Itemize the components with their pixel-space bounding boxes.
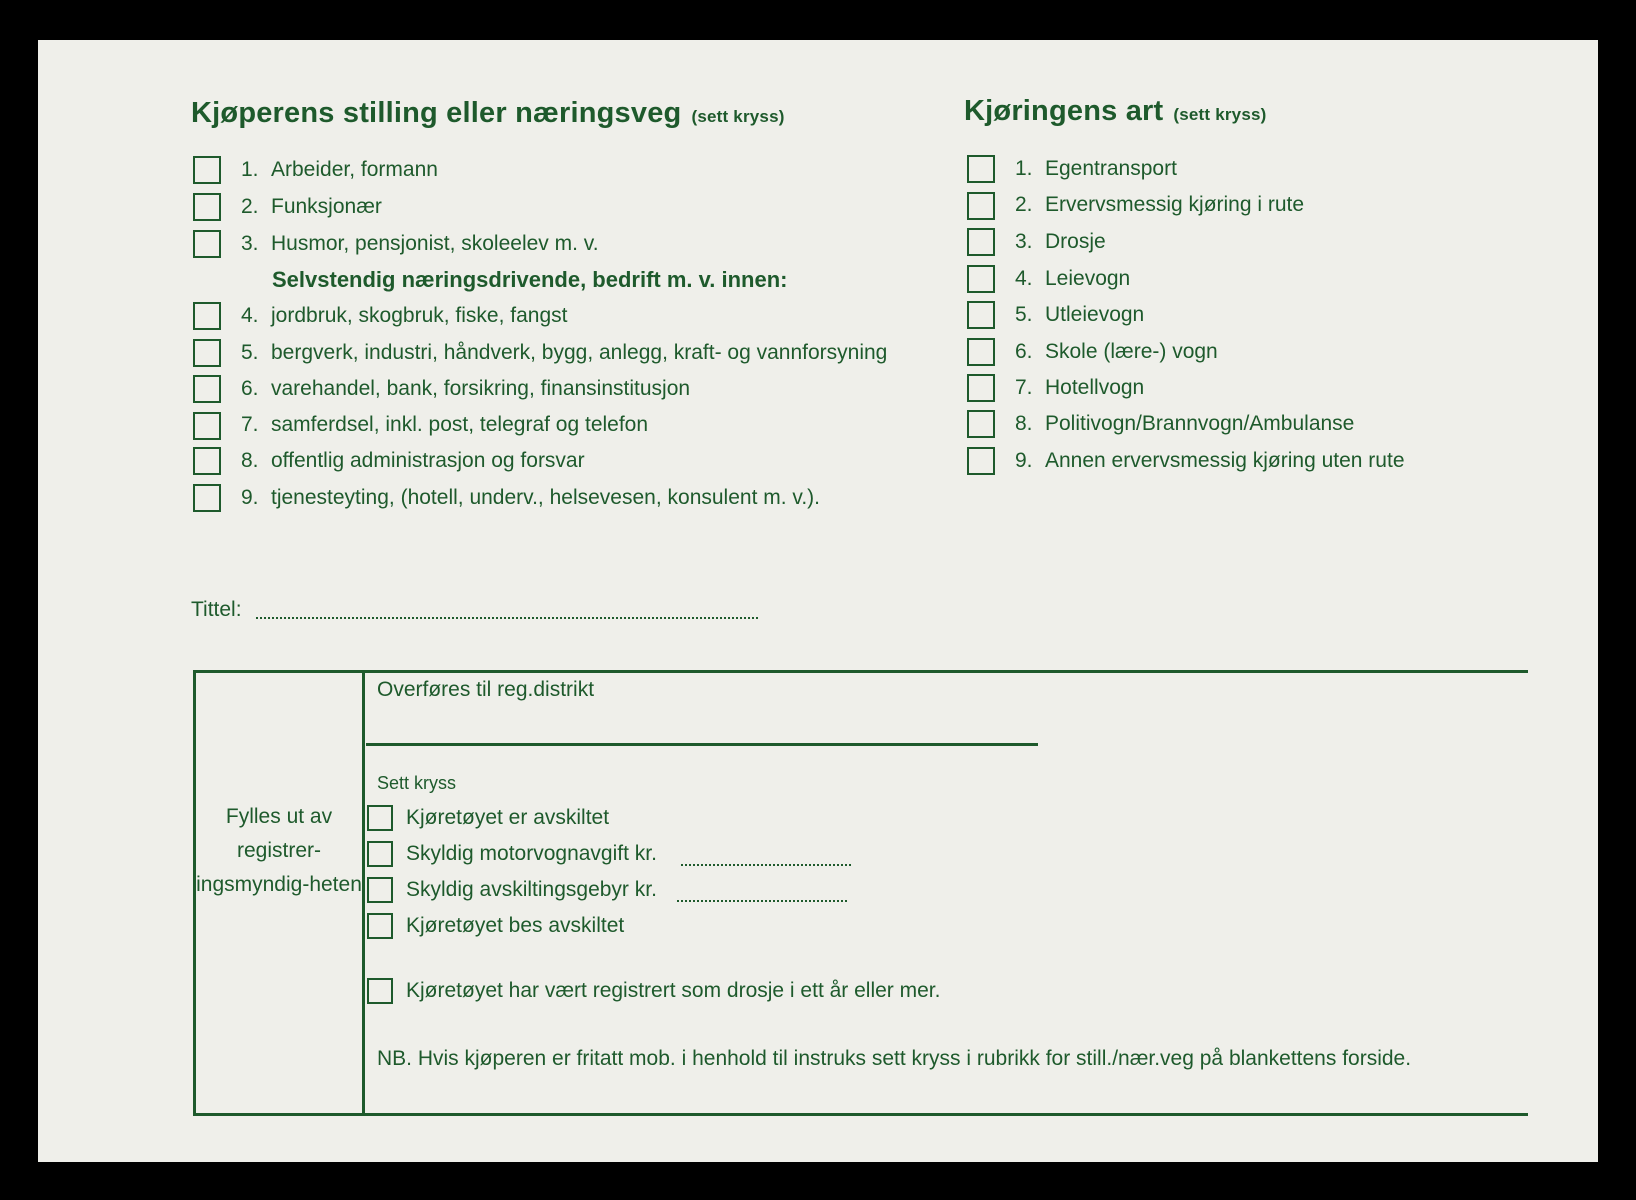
stilling-label: samferdsel, inkl. post, telegraf og telefon — [271, 413, 649, 436]
checkbox-avskiltingsgebyr[interactable] — [367, 877, 393, 903]
checkbox-kjoring-7[interactable] — [967, 374, 995, 402]
selvstendig-subheading: Selvstendig næringsdrivende, bedrift m. v. innen: — [272, 267, 788, 292]
kjoring-item-7 — [1015, 376, 1144, 400]
right-title-text: Kjøringens art — [964, 95, 1164, 127]
kjoring-num: 7. — [1015, 376, 1033, 399]
kjoring-label: Drosje — [1045, 230, 1106, 253]
checkbox-kjoring-5[interactable] — [967, 301, 995, 329]
stilling-num: 4. — [241, 304, 259, 327]
box-divider-rule — [362, 670, 365, 1114]
left-title-note: (sett kryss) — [691, 107, 785, 126]
left-title-text: Kjøperens stilling eller næringsveg — [191, 97, 682, 129]
check-label-avskiltet: Kjøretøyet er avskiltet — [406, 806, 610, 829]
stilling-label: Funksjonær — [271, 195, 382, 218]
stilling-item-5 — [241, 341, 887, 365]
stilling-label: Husmor, pensjonist, skoleelev m. v. — [271, 232, 599, 255]
stilling-label: tjenesteyting, (hotell, underv., helsevesen, konsulent m. v.). — [271, 486, 821, 509]
tittel-label: Tittel: — [191, 598, 242, 621]
motorvognavgift-amount-field[interactable] — [681, 864, 851, 866]
stilling-item-1 — [241, 158, 438, 182]
checkbox-avskiltet[interactable] — [367, 805, 393, 831]
stilling-label: jordbruk, skogbruk, fiske, fangst — [271, 304, 568, 327]
checkbox-kjoring-9[interactable] — [967, 447, 995, 475]
kjoring-label: Utleievogn — [1045, 303, 1145, 326]
checkbox-stilling-6[interactable] — [193, 375, 221, 403]
kjoring-item-6 — [1015, 340, 1218, 364]
kjoring-label: Ervervsmessig kjøring i rute — [1045, 193, 1305, 216]
kjoring-label: Annen ervervsmessig kjøring uten rute — [1045, 449, 1405, 472]
kjoring-item-5 — [1015, 303, 1144, 327]
checkbox-bes-avskiltet[interactable] — [367, 913, 393, 939]
transfer-label: Overføres til reg.distrikt — [377, 678, 595, 701]
kjoring-item-1 — [1015, 157, 1177, 181]
checkbox-kjoring-1[interactable] — [967, 155, 995, 183]
box-bottom-rule — [193, 1113, 1528, 1116]
kjoring-num: 3. — [1015, 230, 1033, 253]
stilling-num: 9. — [241, 486, 259, 509]
kjoring-num: 1. — [1015, 157, 1033, 180]
left-section-title — [191, 97, 785, 130]
checkbox-stilling-9[interactable] — [193, 484, 221, 512]
kjoring-item-8 — [1015, 412, 1354, 436]
stilling-item-6 — [241, 377, 690, 401]
checkbox-kjoring-3[interactable] — [967, 228, 995, 256]
kjoring-item-4 — [1015, 267, 1130, 291]
stilling-label: Arbeider, formann — [271, 158, 438, 181]
sett-kryss-label: Sett kryss — [377, 773, 457, 793]
stilling-num: 7. — [241, 413, 259, 436]
stilling-item-7 — [241, 413, 648, 437]
stilling-label: varehandel, bank, forsikring, finansinstitusjon — [271, 377, 691, 400]
registration-authority-label: Fylles ut av registrer-ingsmyndig-heten — [196, 805, 362, 896]
checkbox-stilling-5[interactable] — [193, 339, 221, 367]
kjoring-num: 5. — [1015, 303, 1033, 326]
box-top-rule — [193, 670, 1528, 673]
transfer-field-rule[interactable] — [366, 743, 1038, 746]
stilling-item-2 — [241, 195, 382, 219]
kjoring-num: 6. — [1015, 340, 1033, 363]
kjoring-item-9 — [1015, 449, 1405, 473]
checkbox-motorvognavgift[interactable] — [367, 841, 393, 867]
checkbox-kjoring-6[interactable] — [967, 338, 995, 366]
tittel-field[interactable] — [256, 617, 758, 619]
checkbox-drosje-ett-ar[interactable] — [367, 978, 393, 1004]
right-title-note: (sett kryss) — [1173, 105, 1267, 124]
checkbox-stilling-7[interactable] — [193, 412, 221, 440]
stilling-item-3 — [241, 232, 599, 256]
checkbox-kjoring-8[interactable] — [967, 410, 995, 438]
stilling-num: 3. — [241, 232, 259, 255]
stilling-label: bergverk, industri, håndverk, bygg, anlegg, kraft- og vannforsyning — [271, 341, 888, 364]
stilling-num: 6. — [241, 377, 259, 400]
stilling-label: offentlig administrasjon og forsvar — [271, 449, 585, 472]
stilling-num: 2. — [241, 195, 259, 218]
kjoring-label: Leievogn — [1045, 267, 1131, 290]
kjoring-num: 4. — [1015, 267, 1033, 290]
stilling-num: 5. — [241, 341, 259, 364]
check-label-avskiltingsgebyr: Skyldig avskiltingsgebyr kr. — [406, 878, 657, 901]
checkbox-stilling-8[interactable] — [193, 447, 221, 475]
kjoring-label: Skole (lære-) vogn — [1045, 340, 1218, 363]
kjoring-label: Egentransport — [1045, 157, 1177, 180]
kjoring-item-3 — [1015, 230, 1106, 254]
stilling-num: 8. — [241, 449, 259, 472]
kjoring-num: 8. — [1015, 412, 1033, 435]
checkbox-kjoring-4[interactable] — [967, 265, 995, 293]
stilling-num: 1. — [241, 158, 259, 181]
right-section-title — [964, 95, 1267, 128]
kjoring-num: 2. — [1015, 193, 1033, 216]
kjoring-num: 9. — [1015, 449, 1033, 472]
stilling-item-4 — [241, 304, 567, 328]
avskiltingsgebyr-amount-field[interactable] — [677, 900, 847, 902]
stilling-item-8 — [241, 449, 585, 473]
kjoring-label: Hotellvogn — [1045, 376, 1145, 399]
check-label-drosje-ett-ar: Kjøretøyet har vært registrert som drosje i ett år eller mer. — [406, 979, 941, 1002]
kjoring-label: Politivogn/Brannvogn/Ambulanse — [1045, 412, 1355, 435]
checkbox-stilling-4[interactable] — [193, 302, 221, 330]
kjoring-item-2 — [1015, 193, 1304, 217]
nb-note: NB. Hvis kjøperen er fritatt mob. i henhold til instruks sett kryss i rubrikk for still./nær.veg på blankettens forside. — [377, 1047, 1412, 1070]
stilling-item-9 — [241, 486, 820, 510]
check-label-motorvognavgift: Skyldig motorvognavgift kr. — [406, 842, 657, 865]
checkbox-stilling-2[interactable] — [193, 193, 221, 221]
check-label-bes-avskiltet: Kjøretøyet bes avskiltet — [406, 914, 625, 937]
checkbox-stilling-3[interactable] — [193, 230, 221, 258]
checkbox-stilling-1[interactable] — [193, 156, 221, 184]
checkbox-kjoring-2[interactable] — [967, 192, 995, 220]
